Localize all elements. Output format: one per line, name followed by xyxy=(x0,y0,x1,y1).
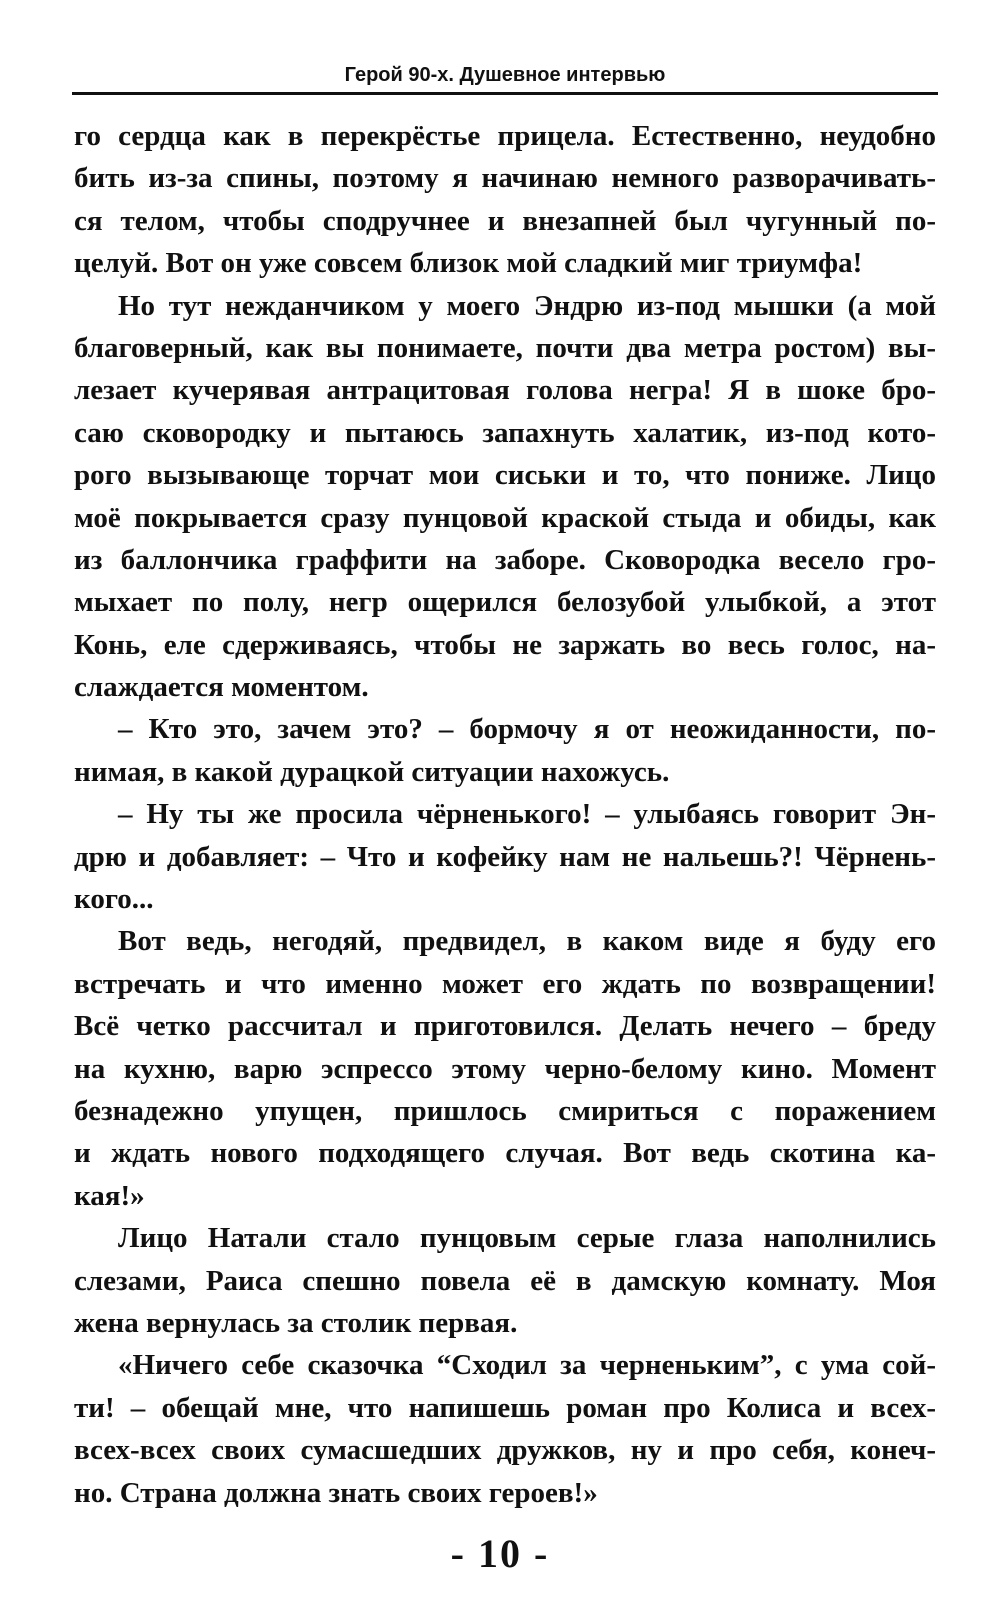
text-line: слезами, Раиса спешно повела её в дамскую комнату. Моя xyxy=(74,1264,936,1297)
text-line: жена вернулась за столик первая. xyxy=(74,1306,518,1339)
text-line: целуй. Вот он уже совсем близок мой сладкий миг триумфа! xyxy=(74,247,863,280)
text-line: Конь, еле сдерживаясь, чтобы не заржать во весь голос, на- xyxy=(74,628,936,661)
text-line: ся телом, чтобы сподручнее и внезапней был чугунный по- xyxy=(74,204,936,237)
text-line: Всё четко рассчитал и приготовился. Делать нечего – бреду xyxy=(74,1010,936,1043)
text-line: – Кто это, зачем это? – бормочу я от неожиданности, по- xyxy=(118,713,936,746)
text-line: «Ничего себе сказочка “Сходил за черненьким”, с ума сой- xyxy=(118,1349,936,1382)
text-line: Вот ведь, негодяй, предвидел, в каком виде я буду его xyxy=(118,925,936,958)
page-number: - 10 - xyxy=(450,1531,550,1576)
running-head: Герой 90-х. Душевное интервью xyxy=(344,64,666,86)
text-line: саю сковородку и пытаюсь запахнуть халатик, из-под кото- xyxy=(74,416,936,449)
text-line: моё покрывается сразу пунцовой краской стыда и обиды, как xyxy=(74,501,936,534)
header-rule xyxy=(72,92,938,95)
text-line: но. Страна должна знать своих героев!» xyxy=(74,1476,598,1509)
text-line: лезает кучерявая антрацитовая голова негра! Я в шоке бро- xyxy=(74,374,936,407)
text-line: и ждать нового подходящего случая. Вот ведь скотина ка- xyxy=(74,1137,936,1170)
body-text xyxy=(74,115,936,1514)
text-line: благоверный, как вы понимаете, почти два метра ростом) вы- xyxy=(74,331,936,364)
text-line: встречать и что именно может его ждать по возвращении! xyxy=(74,967,936,1000)
text-line: нимая, в какой дурацкой ситуации нахожусь. xyxy=(74,755,670,788)
text-line: го сердца как в перекрёстье прицела. Естественно, неудобно xyxy=(74,120,936,152)
text-line: Лицо Натали стало пунцовым серые глаза наполнились xyxy=(118,1222,936,1255)
text-line: слаждается моментом. xyxy=(74,671,369,704)
text-line: – Ну ты же просила чёрненького! – улыбаясь говорит Эн- xyxy=(118,798,936,831)
text-line: кая!» xyxy=(74,1179,145,1212)
text-line: безнадежно упущен, пришлось смириться с поражением xyxy=(74,1094,936,1127)
text-line: бить из-за спины, поэтому я начинаю немного разворачивать- xyxy=(74,162,936,195)
text-line: кого... xyxy=(74,883,154,916)
text-line: из баллончика граффити на заборе. Сковородка весело гро- xyxy=(74,543,936,576)
text-line: на кухню, варю эспрессо этому черно-белому кино. Момент xyxy=(74,1052,936,1085)
text-line: ти! – обещай мне, что напишешь роман про Колиса и всех- xyxy=(74,1391,936,1424)
text-line: рого вызывающе торчат мои сиськи и то, что пониже. Лицо xyxy=(74,459,936,492)
text-line: мыхает по полу, негр ощерился белозубой улыбкой, а этот xyxy=(74,586,936,619)
text-line: всех-всех своих сумасшедших дружков, ну и про себя, конеч- xyxy=(74,1434,936,1467)
text-line: дрю и добавляет: – Что и кофейку нам не нальешь?! Чёрнень- xyxy=(74,840,936,873)
text-line: Но тут нежданчиком у моего Эндрю из-под мышки (а мой xyxy=(118,289,936,322)
